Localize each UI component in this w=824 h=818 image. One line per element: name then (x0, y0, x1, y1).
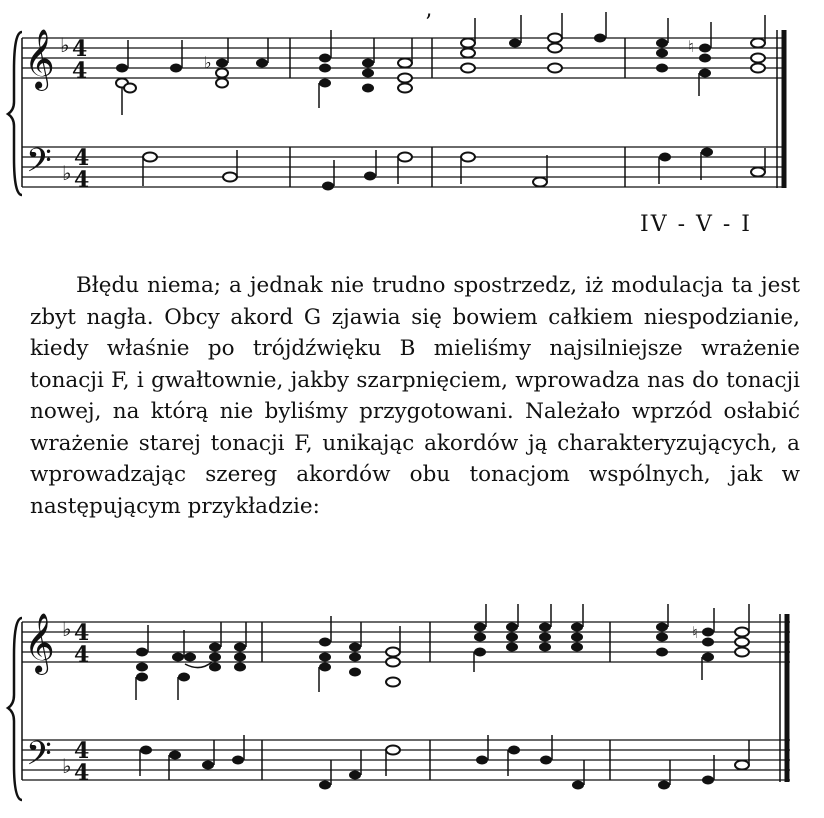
bass-clef-icon: 𝄢 (26, 735, 52, 781)
breath-mark: ’ (425, 11, 432, 36)
bass-clef-icon: 𝄢 (26, 142, 52, 188)
time-signature-bottom: 4 (72, 58, 88, 84)
harmonic-analysis-label: IV - V - I (640, 212, 752, 237)
treble-notes-m1 (116, 38, 268, 115)
treble-notes-m2 (319, 616, 400, 692)
treble-clef-icon: 𝄞 (24, 29, 55, 89)
flat-sign: ♭ (204, 53, 212, 72)
flat-sign: ♭ (62, 617, 72, 641)
time-signature-top: 4 (74, 738, 90, 764)
treble-notes-m1 (136, 622, 246, 700)
treble-clef-icon: 𝄞 (24, 613, 55, 673)
music-example-2 (0, 600, 824, 818)
time-signature-bottom: 4 (74, 642, 90, 668)
music-example-1 (0, 0, 824, 205)
system-brace (8, 618, 22, 800)
bass-notes (140, 735, 749, 790)
treble-notes-m3 (461, 12, 606, 73)
flat-sign: ♭ (62, 161, 72, 185)
flat-sign: ♭ (60, 33, 70, 57)
bass-notes (143, 148, 765, 191)
system-brace (8, 32, 22, 195)
body-paragraph (30, 270, 800, 522)
time-signature-top: 4 (74, 145, 90, 171)
time-signature-bottom: 4 (74, 760, 90, 786)
flat-sign: ♭ (62, 754, 72, 778)
time-signature-bottom: 4 (74, 167, 90, 193)
treble-notes-m2 (319, 30, 412, 108)
natural-sign: ♮ (688, 37, 694, 56)
treble-notes-m4 (656, 15, 765, 96)
bass-staff (22, 740, 790, 780)
time-signature-top: 4 (74, 620, 90, 646)
time-signature-top: 4 (72, 36, 88, 62)
body-text: Błędu niema; a jednak nie trudno spostrzedz, iż modulacja ta jest zbyt nagła. Obcy akord G zjawia się bowiem całkiem niespodzianie, kiedy właśnie po trójdźwięku B mieliśmy najsilniejsze wrażenie tonacji F, i gwałtownie, jakby szarpnięciem, wprowadza nas do tonacji nowej, na którą nie byliśmy przygotowani. Należało wprzód osłabić wrażenie starej tonacji F, unikając akordów ją charakteryzujących, a wprowadzając szereg akordów obu tonacjom wspólnych, jak w następującym przykładzie: (30, 273, 800, 519)
treble-staff (22, 622, 790, 662)
natural-sign: ♮ (692, 623, 698, 642)
